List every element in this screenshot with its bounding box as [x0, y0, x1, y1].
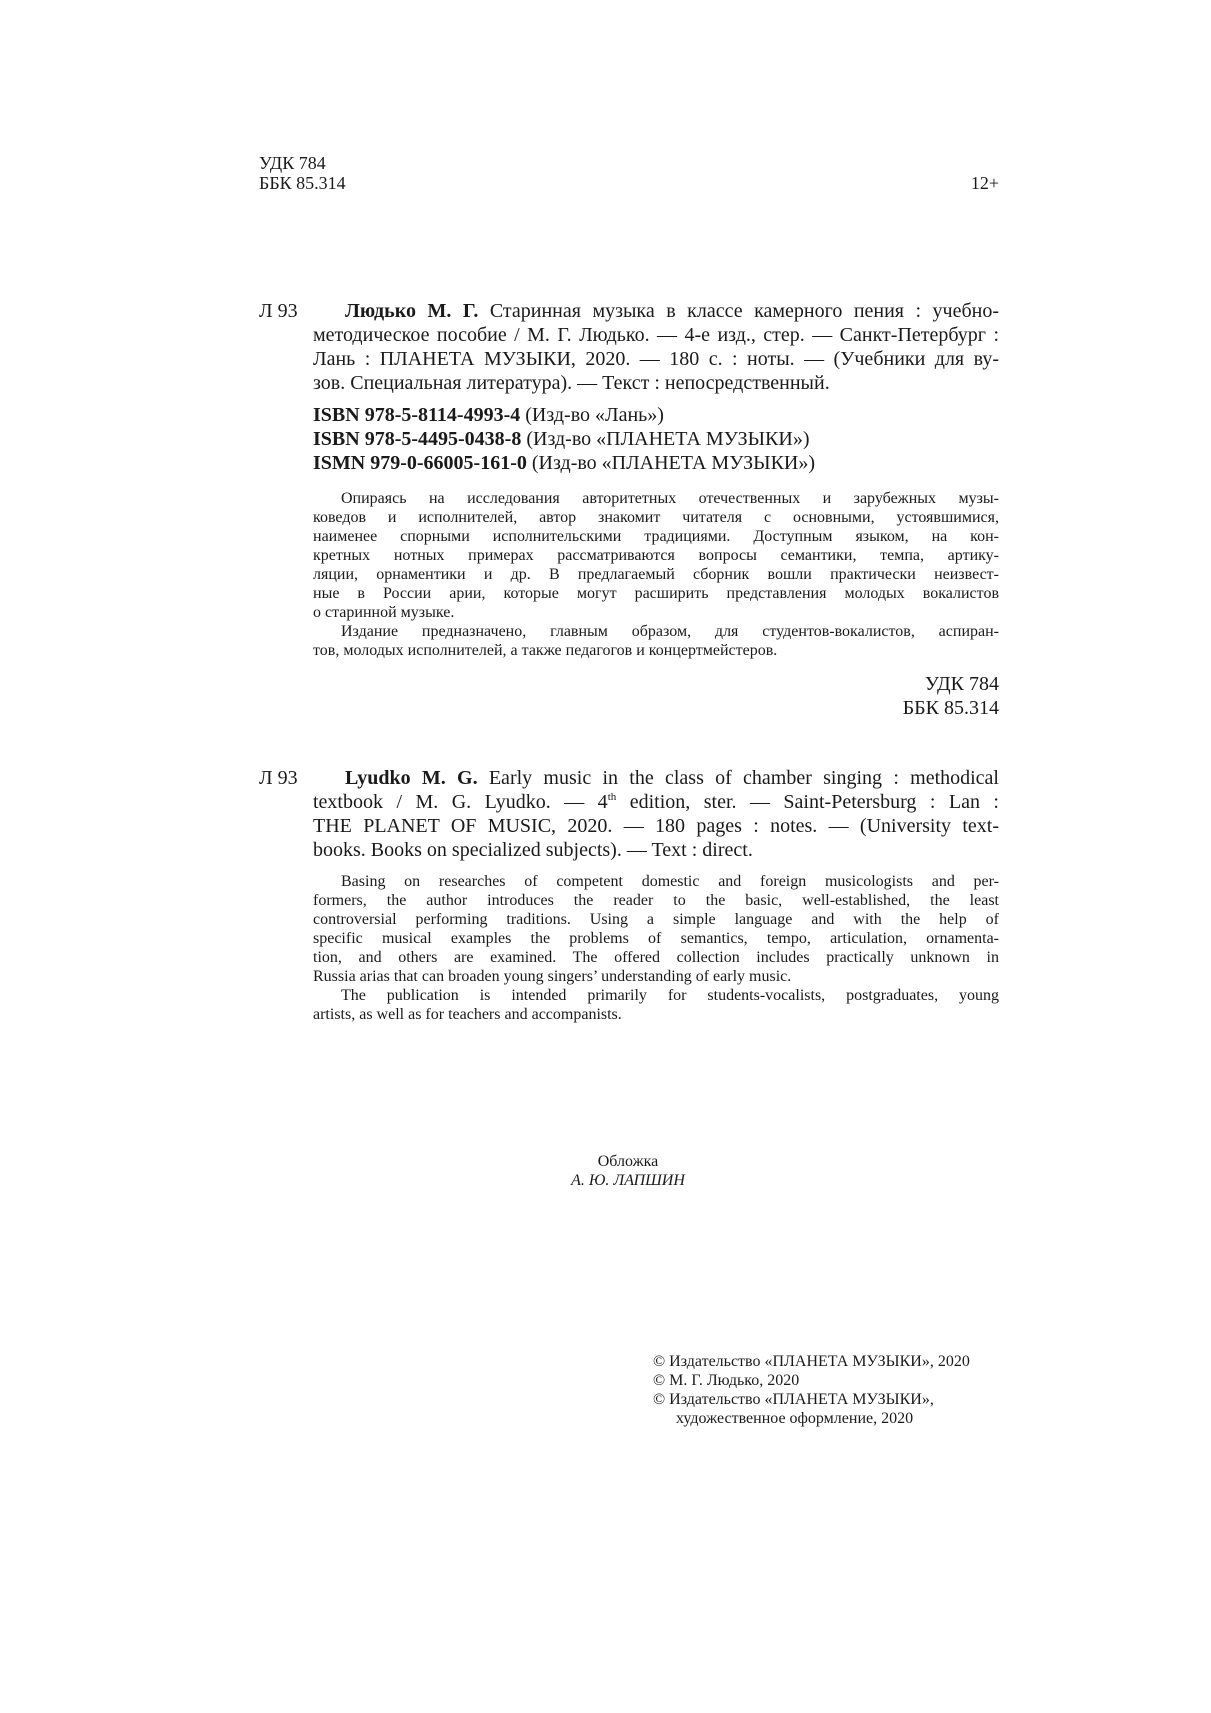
copyright-line: © Издательство «ПЛАНЕТА МУЗЫКИ»,: [653, 1391, 934, 1408]
copyright-block: [653, 1352, 970, 1428]
ru-abstract-line: наименее спорными исполнительскими традициями. Доступным языком, на кон-: [313, 528, 999, 545]
ru-entry-author: Людько М. Г.: [345, 300, 479, 322]
ismn-number: ISMN 979-0-66005-161-0: [313, 452, 527, 474]
en-entry-line-2: textbook / M. G. Lyudko. — 4th edition, ster. — Saint-Petersburg : Lan :: [313, 791, 999, 813]
ru-entry-line-4: зов. Специальная литература). — Текст : непосредственный.: [313, 372, 830, 394]
isbn-publisher: (Изд-во «ПЛАНЕТА МУЗЫКИ»): [526, 428, 810, 450]
header-classification: [259, 153, 346, 194]
isbn-item: [313, 403, 815, 427]
ismn-publisher: (Изд-во «ПЛАНЕТА МУЗЫКИ»): [531, 452, 816, 474]
en-abstract-line: The publication is intended primarily for students-vocalists, postgraduates, young: [341, 987, 999, 1004]
ru-abstract-line: ляции, орнаментики и др. В предлагаемый сборник вошли практически неизвест-: [313, 566, 999, 583]
ru-entry-classification: [760, 672, 999, 720]
en-entry-line-4: books. Books on specialized subjects). — Text : direct.: [313, 839, 753, 861]
cover-credit: [528, 1152, 728, 1190]
ru-abstract-line: кретных нотных примерах рассматриваются вопросы семантики, темпа, артику-: [313, 547, 999, 564]
ru-abstract-line: о старинной музыке.: [313, 604, 455, 621]
ru-entry-bbk: ББК 85.314: [902, 697, 999, 719]
ru-entry-line-3: Лань : ПЛАНЕТА МУЗЫКИ, 2020. — 180 с. : ноты. — (Учебники для ву-: [313, 348, 999, 370]
en-abstract-line: tion, and others are examined. The offered collection includes practically unknown in: [313, 949, 999, 966]
ru-abstract-line: тов, молодых исполнителей, а также педагогов и концертмейстеров.: [313, 642, 778, 659]
ru-abstract-line: коведов и исполнителей, автор знакомит читателя с основными, устоявшимися,: [313, 509, 999, 526]
ru-entry-description: [313, 299, 999, 395]
en-abstract-line: formers, the author introduces the reader to the basic, well-established, the least: [313, 892, 999, 909]
en-entry-line-1: Lyudko M. G. Early music in the class of chamber singing : methodical: [345, 767, 999, 789]
ru-entry-code: Л 93: [259, 300, 298, 322]
isbn-item: [313, 427, 815, 451]
en-entry-description: [313, 766, 999, 862]
en-abstract-line: controversial performing traditions. Using a simple language and with the help of: [313, 911, 999, 928]
header-bbk: ББК 85.314: [259, 173, 346, 194]
isbn-number: ISBN 978-5-4495-0438-8: [313, 428, 522, 450]
ru-abstract-line: Издание предназначено, главным образом, для студентов-вокалистов, аспиран-: [341, 623, 999, 640]
en-entry-code: Л 93: [259, 767, 298, 789]
ru-abstract-line: Опираясь на исследования авторитетных отечественных и зарубежных музы-: [341, 490, 999, 507]
copyright-line: © Издательство «ПЛАНЕТА МУЗЫКИ», 2020: [653, 1353, 970, 1370]
ru-abstract-line: ные в России арии, которые могут расширить представления молодых вокалистов: [313, 585, 999, 602]
isbn-publisher: (Изд-во «Лань»): [525, 404, 664, 426]
en-abstract-line: Russia arias that can broaden young singers’ understanding of early music.: [313, 968, 792, 985]
ru-entry-line-1: Людько М. Г. Старинная музыка в классе камерного пения : учебно-: [345, 300, 1000, 322]
isbn-list: [313, 403, 815, 475]
en-entry-line-3: THE PLANET OF MUSIC, 2020. — 180 pages : notes. — (University text-: [313, 815, 999, 837]
ru-entry-line-2: методическое пособие / М. Г. Людько. — 4-е изд., стер. — Санкт-Петербург :: [313, 324, 999, 346]
en-abstract: [313, 872, 999, 1024]
header-udk: УДК 784: [259, 153, 326, 173]
ismn-item: [313, 451, 815, 475]
cover-credit-name: А. Ю. ЛАПШИН: [571, 1172, 685, 1189]
age-rating: 12+: [970, 173, 999, 193]
en-abstract-line: artists, as well as for teachers and accompanists.: [313, 1006, 622, 1023]
ru-abstract: [313, 489, 999, 660]
en-abstract-line: specific musical examples the problems of semantics, tempo, articulation, ornamenta-: [313, 930, 999, 947]
en-entry-author: Lyudko M. G.: [345, 767, 478, 789]
copyright-line: художественное оформление, 2020: [676, 1410, 914, 1427]
isbn-number: ISBN 978-5-8114-4993-4: [313, 404, 521, 426]
ru-entry-udk: УДК 784: [924, 673, 999, 695]
en-abstract-line: Basing on researches of competent domestic and foreign musicologists and per-: [341, 873, 999, 890]
cover-credit-label: Обложка: [597, 1153, 659, 1170]
copyright-line: © М. Г. Людько, 2020: [653, 1372, 800, 1389]
